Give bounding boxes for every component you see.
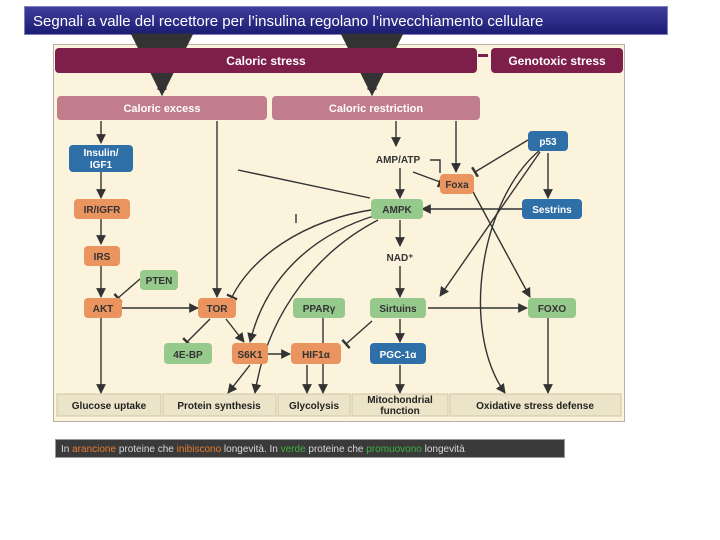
glycolysis-label: Glycolysis <box>288 401 340 412</box>
pgc1a-label: PGC-1α <box>379 350 417 361</box>
mito-function-label-line2: function <box>380 406 420 417</box>
caption-text-2: proteine che <box>116 444 177 455</box>
genotoxic-stress-label: Genotoxic stress <box>508 54 606 68</box>
tor-label: TOR <box>206 304 228 315</box>
caption-text-5: longevità <box>421 444 465 455</box>
pten-label: PTEN <box>145 276 173 287</box>
caption-inhibit-word: inibiscono <box>176 444 222 455</box>
oxidative-defense-label: Oxidative stress defense <box>476 401 594 412</box>
ampk-label: AMPK <box>382 205 412 216</box>
protein-synthesis-label: Protein synthesis <box>177 401 261 412</box>
slide-title: Segnali a valle del recettore per l’insulina regolano l’invecchiamento cellulare <box>24 6 668 35</box>
mito-function-label-line1: Mitochondrial <box>367 395 433 406</box>
caption-promote-word: promuovono <box>366 444 422 455</box>
caloric-stress-label: Caloric stress <box>226 54 306 68</box>
sirtuins-label: Sirtuins <box>379 304 417 315</box>
stress-dash <box>478 54 488 57</box>
caption-text-4: proteine che <box>305 444 367 455</box>
glucose-uptake-label: Glucose uptake <box>71 401 147 412</box>
legend-caption <box>55 439 565 458</box>
s6k1-label: S6K1 <box>237 350 263 361</box>
akt-label: AKT <box>92 304 114 315</box>
foxa-label: Foxa <box>445 180 469 191</box>
caloric-restriction-label: Caloric restriction <box>328 103 424 115</box>
sestrins-label: Sestrins <box>532 205 572 216</box>
ppar-label: PPARγ <box>302 304 336 315</box>
irs-label: IRS <box>93 252 111 263</box>
hif1a-label: HIF1α <box>302 350 330 361</box>
nad-label: NAD⁺ <box>386 253 414 264</box>
insulin-label-line1: Insulin/ <box>83 148 119 159</box>
caloric-excess-label: Caloric excess <box>123 103 201 115</box>
ir-igfr-label: IR/IGFR <box>83 205 121 216</box>
p53-label: p53 <box>539 137 557 148</box>
foxo-label: FOXO <box>537 304 567 315</box>
insulin-label-line2: IGF1 <box>89 160 113 171</box>
amp-atp-label: AMP/ATP <box>375 155 421 166</box>
caption-text-3: longevità. In <box>221 444 281 455</box>
caption-text-1: In <box>61 444 73 455</box>
caption-green-word: verde <box>280 444 306 455</box>
four-ebp-label: 4E-BP <box>173 350 203 361</box>
caption-orange-word: arancione <box>72 444 117 455</box>
